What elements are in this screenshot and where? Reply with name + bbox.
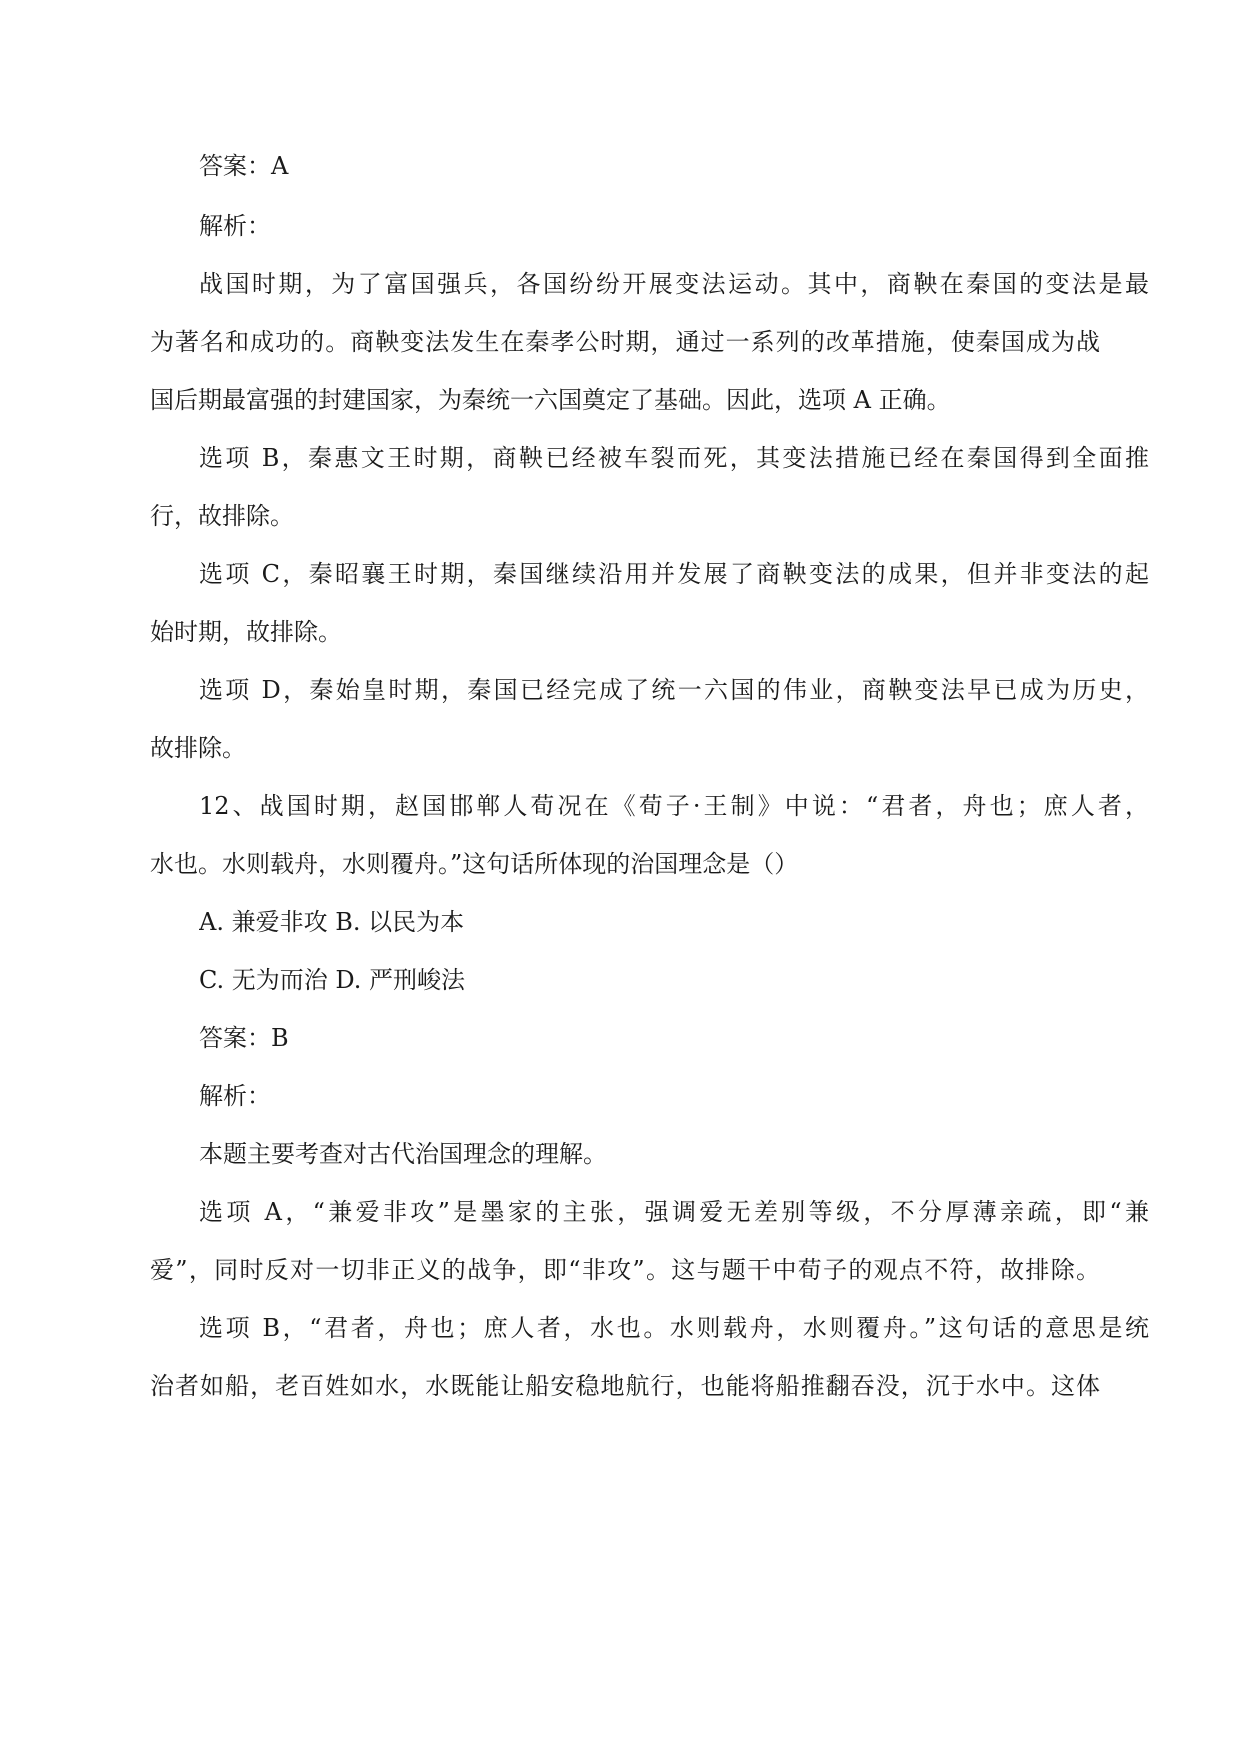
paragraph-line: 始时期，故排除。	[150, 618, 342, 646]
option-b-explanation: 选项 B，秦惠文王时期，商鞅已经被车裂而死，其变法措施已经在秦国得到全面推	[199, 444, 1149, 472]
paragraph-line: 爱”，同时反对一切非正义的战争，即“非攻”。这与题干中荀子的观点不符，故排除。	[150, 1256, 1100, 1284]
question-12: 12、战国时期，赵国邯郸人荀况在《荀子·王制》中说：“君者，舟也；庶人者，	[199, 792, 1149, 820]
paragraph-line: 为著名和成功的。商鞅变法发生在秦孝公时期，通过一系列的改革措施，使秦国成为战	[150, 328, 1100, 356]
options-c-d: C. 无为而治 D. 严刑峻法	[199, 966, 466, 994]
question-12-continued: 水也。水则载舟，水则覆舟。”这句话所体现的治国理念是（）	[150, 850, 799, 878]
paragraph-line: 国后期最富强的封建国家，为秦统一六国奠定了基础。因此，选项 A 正确。	[150, 386, 951, 414]
paragraph-line: 战国时期，为了富国强兵，各国纷纷开展变法运动。其中，商鞅在秦国的变法是最	[199, 270, 1149, 298]
paragraph-line: 故排除。	[150, 734, 246, 762]
option-d-explanation: 选项 D，秦始皇时期，秦国已经完成了统一六国的伟业，商鞅变法早已成为历史，	[199, 676, 1149, 704]
answer-label-1: 答案：A	[199, 152, 289, 180]
analysis-label-2: 解析：	[199, 1082, 271, 1110]
paragraph-line: 行，故排除。	[150, 502, 294, 530]
paragraph-line: 治者如船，老百姓如水，水既能让船安稳地航行，也能将船推翻吞没，沉于水中。这体	[150, 1372, 1100, 1400]
analysis-label-1: 解析：	[199, 212, 271, 240]
option-b-explanation-2: 选项 B，“君者，舟也；庶人者，水也。水则载舟，水则覆舟。”这句话的意思是统	[199, 1314, 1149, 1342]
options-a-b: A. 兼爱非攻 B. 以民为本	[199, 908, 465, 936]
answer-label-2: 答案：B	[199, 1024, 289, 1052]
paragraph-line: 本题主要考查对古代治国理念的理解。	[199, 1140, 607, 1168]
option-c-explanation: 选项 C，秦昭襄王时期，秦国继续沿用并发展了商鞅变法的成果，但并非变法的起	[199, 560, 1149, 588]
option-a-explanation: 选项 A，“兼爱非攻”是墨家的主张，强调爱无差别等级，不分厚薄亲疏，即“兼	[199, 1198, 1149, 1226]
